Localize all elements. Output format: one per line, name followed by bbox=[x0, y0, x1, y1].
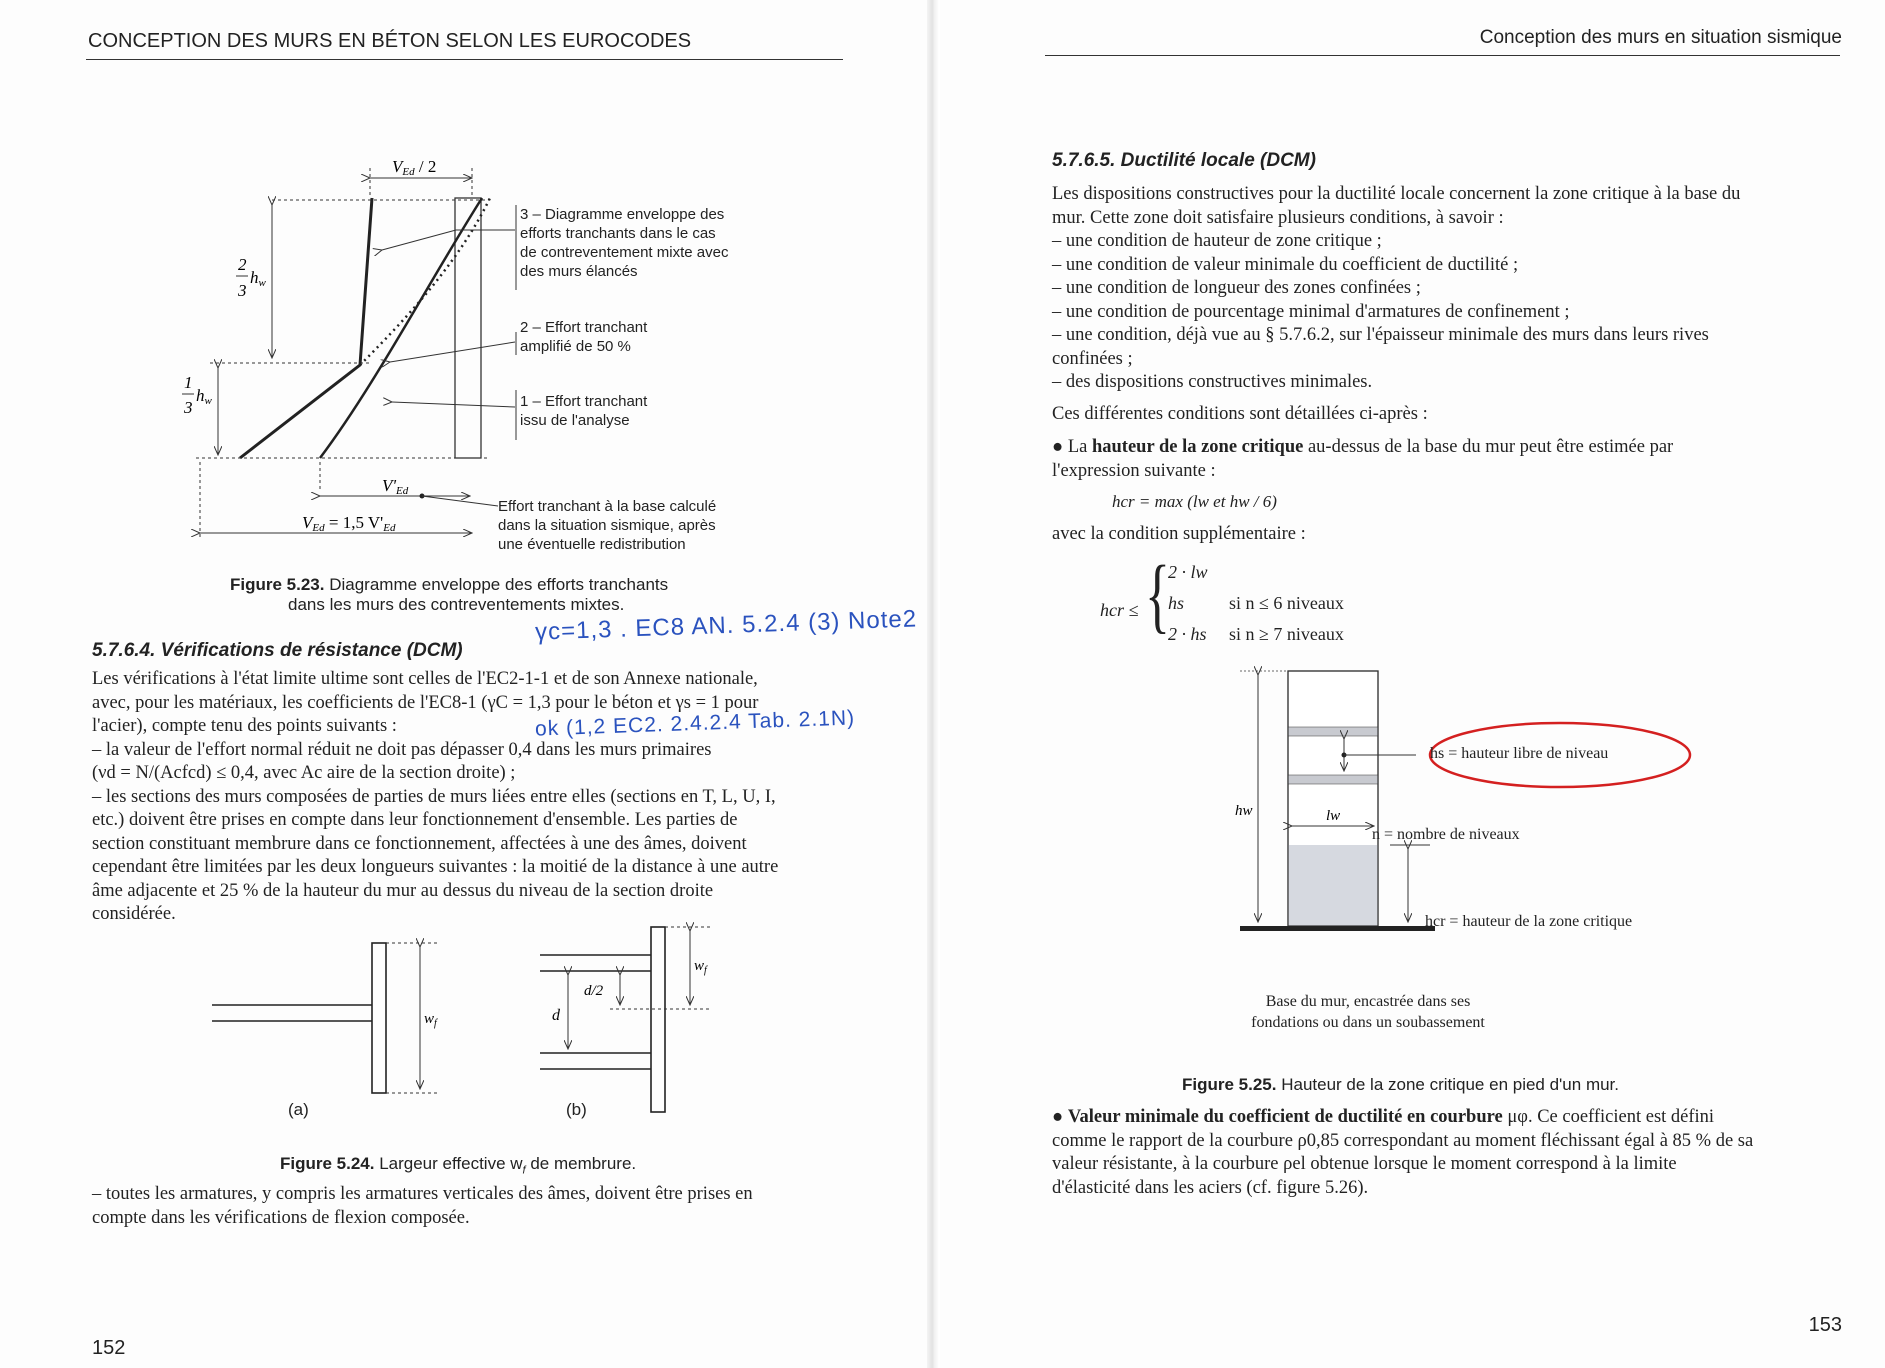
page-number-left: 152 bbox=[92, 1337, 126, 1359]
brace-icon: { bbox=[1145, 551, 1170, 643]
formula-row-3-cond: si n ≥ 7 niveaux bbox=[1229, 624, 1344, 644]
ved-half-label: VEd / 2 bbox=[392, 157, 437, 178]
fig23-note-1: 1 – Effort tranchant issu de l'analyse bbox=[520, 393, 648, 429]
wf-label-b: $w_f$ bbox=[694, 958, 707, 976]
book-spine bbox=[927, 0, 939, 1368]
fig24-label-b: (b) bbox=[566, 1100, 587, 1119]
formula-row-2-cond: si n ≤ 6 niveaux bbox=[1229, 593, 1344, 613]
fig24-label-a: (a) bbox=[288, 1100, 309, 1119]
figure-5-24-caption: Figure 5.24. Largeur effective $w_f$ de membrure. bbox=[280, 1154, 637, 1177]
hs-label: hs = hauteur libre de niveau bbox=[1430, 745, 1609, 762]
hw-label-lower: hw bbox=[196, 386, 212, 407]
d-half-label: d/2 bbox=[584, 983, 604, 999]
running-header: CONCEPTION DES MURS EN BÉTON SELON LES EUROCODES bbox=[88, 30, 692, 52]
d-label: d bbox=[552, 1007, 560, 1024]
fig23-note-2: 2 – Effort tranchant amplifié de 50 % bbox=[520, 319, 648, 355]
section-5765-intro: Les dispositions constructives pour la ductilité locale concernent la zone critique à la base du mur. Cette zone doit satisfaire plusieurs conditions, à savoir : – une condition de hauteur de zone critique ; – une condition de valeur minimale du coefficient de ductilité ; – une condition de longueur des zones confinées ; – une condition de pourcentage minimal d'armatures de confinement ; – une condition, déjà vue au § 5.7.6.2, sur l'épaisseur minimale des murs dans leurs rives confinées ; – des dispositions constructives minimales. bbox=[1052, 184, 1741, 392]
fig23-note-3: 3 – Diagramme enveloppe des efforts tranchants dans le cas de contreventement mixte avec des murs élancés bbox=[520, 206, 729, 280]
figure-5-25-diagram bbox=[1235, 665, 1720, 985]
running-header-right: Conception des murs en situation sismique bbox=[1479, 27, 1842, 48]
formula-row-3: 2 · hs bbox=[1168, 624, 1207, 644]
handwritten-note-1: γc=1,3 . EC8 AN. 5.2.4 (3) Note2 bbox=[534, 605, 918, 646]
right-page bbox=[940, 0, 1885, 1368]
frac-two-label: 2 bbox=[238, 255, 247, 274]
details-line: Ces différentes conditions sont détaillées ci-après : bbox=[1052, 404, 1428, 424]
header-rule-right bbox=[1045, 55, 1840, 56]
bullet-critical-height: ● La hauteur de la zone critique au-dessus de la base du mur peut être estimée par l'expression suivante : bbox=[1052, 437, 1674, 481]
frac-three-b-label: 3 bbox=[184, 398, 193, 417]
closing-paragraph: – toutes les armatures, y compris les armatures verticales des âmes, doivent être prises en compte dans les vérifications de flexion composée. bbox=[92, 1184, 753, 1228]
formula-row-1: 2 · lw bbox=[1168, 562, 1208, 582]
figure-5-24-diagram bbox=[200, 925, 760, 1125]
handwritten-note-2: ok (1,2 EC2. 2.4.2.4 Tab. 2.1N) bbox=[534, 706, 856, 741]
section-title-5765: 5.7.6.5. Ductilité locale (DCM) bbox=[1052, 150, 1316, 171]
formula-hcr: hcr = max (lw et hw / 6) bbox=[1112, 492, 1277, 511]
hw-label-upper: hw bbox=[250, 268, 266, 289]
figure-5-25-caption: Figure 5.25. Hauteur de la zone critique en pied d'un mur. bbox=[1182, 1075, 1619, 1094]
hcr-label: hcr = hauteur de la zone critique bbox=[1425, 913, 1633, 930]
vprime-label: V'Ed bbox=[382, 476, 409, 497]
ved-full-label: VEd = 1,5 V'Ed bbox=[302, 513, 396, 534]
left-page bbox=[0, 0, 930, 1368]
page-number-right: 153 bbox=[1808, 1314, 1842, 1336]
figure-5-23-caption: Figure 5.23. Diagramme enveloppe des efforts tranchants dans les murs des contreventements mixtes. bbox=[230, 575, 669, 614]
section-5764-text: Les vérifications à l'état limite ultime sont celles de l'EC2-1-1 et de son Annexe nationale, avec, pour les matériaux, les coefficients de l'EC8-1 (γC = 1,3 pour le béton et γs = 1 pour l'acier), compte tenu des points suivants : – la valeur de l'effort normal réduit ne doit pas dépasser 0,4 dans les murs primaires (νd = N/(Acfcd) ≤ 0,4, avec Ac aire de la section droite) ; – les sections des murs composées de parties de murs liées entre elles (sections en T, L, U, I, etc.) doivent être prises en compte dans leur fonctionnement d'ensemble. Les parties de section constituant membrure dans ce fonctionnement, affectées à une des âmes, doivent cependant être limitées par les deux longueurs suivantes : la moitié de la distance à une autre âme adjacente et 25 % de la hauteur du mur au dessus du niveau de la section droite considérée. bbox=[92, 669, 779, 924]
header-rule bbox=[86, 59, 843, 60]
n-label: n = nombre de niveaux bbox=[1372, 826, 1520, 843]
fig23-note-base: Effort tranchant à la base calculé dans la situation sismique, après une éventuelle redistribution bbox=[498, 498, 717, 553]
hw-label: hw bbox=[1235, 803, 1253, 819]
bullet-ductility: ● Valeur minimale du coefficient de ductilité en courbure μφ. Ce coefficient est défini comme le rapport de la courbure ρ0,85 correspondant au moment fléchissant égal à 85 % de sa valeur résistante, à la courbure ρel obtenue lorsque le moment correspond à la limite d'élasticité dans les aciers (cf. figure 5.26). bbox=[1052, 1107, 1754, 1198]
section-title-5764: 5.7.6.4. Vérifications de résistance (DCM) bbox=[92, 640, 463, 661]
wf-label-a: $w_f$ bbox=[424, 1011, 437, 1029]
frac-one-label: 1 bbox=[184, 373, 193, 392]
lw-label: lw bbox=[1326, 808, 1341, 824]
formula-lhs: hcr ≤ bbox=[1100, 600, 1139, 620]
formula-row-2: hs bbox=[1168, 593, 1185, 613]
frac-three-label: 3 bbox=[238, 281, 247, 300]
base-caption: Base du mur, encastrée dans ses fondations ou dans un soubassement bbox=[1251, 993, 1485, 1031]
condition-line: avec la condition supplémentaire : bbox=[1052, 524, 1306, 544]
